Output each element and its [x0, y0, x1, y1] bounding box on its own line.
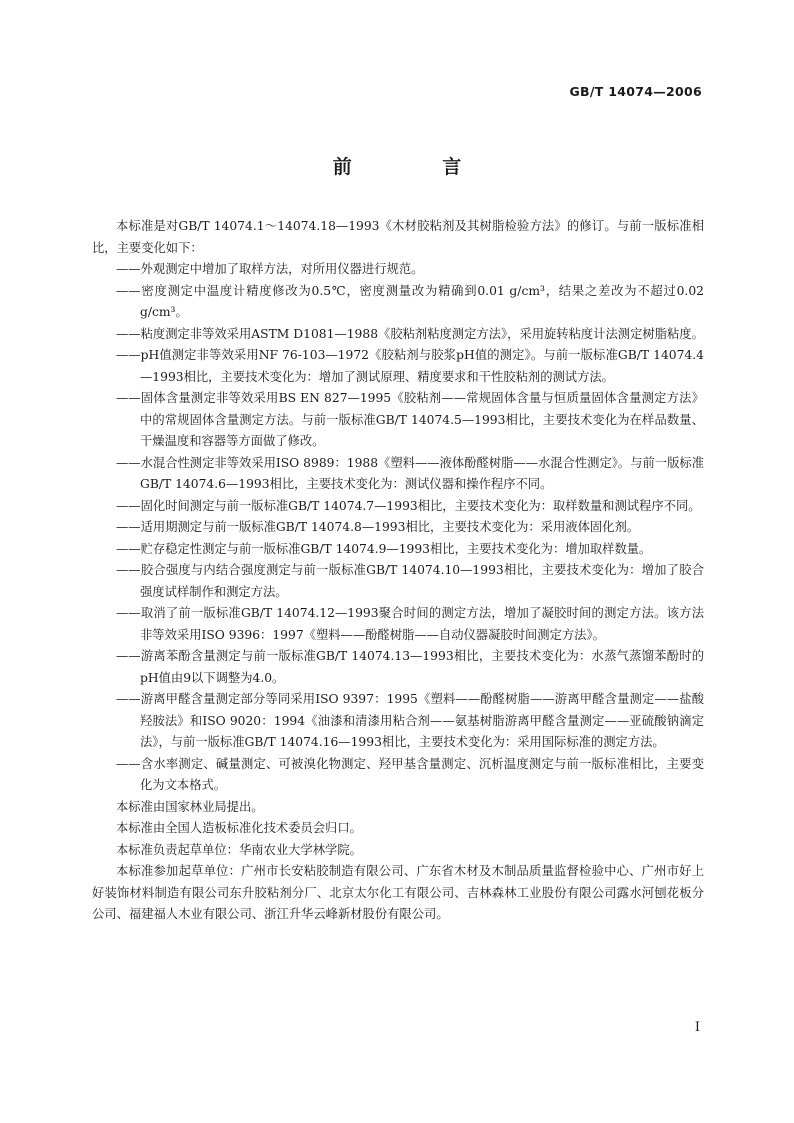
change-item-curing-time: ——固化时间测定与前一版标准GB/T 14074.7—1993相比，主要技术变化为：取样数量和测试程序不同。 — [116, 498, 701, 513]
change-item-density: ——密度测定中温度计精度修改为0.5℃，密度测量改为精确到0.01 g/cm³，结果之差改为不超过0.02 g/cm³。 — [116, 283, 704, 319]
change-item-ph: ——pH值测定非等效采用NF 76-103—1972《胶粘剂与胶浆pH值的测定》。与前一版标准GB/T 14074.4—1993相比，主要技术变化为：增加了测试原理、精度要求和干性胶粘剂的测试方法。 — [116, 348, 704, 384]
standard-code: GB/T 14074—2006 — [569, 84, 702, 99]
change-item-pot-life: ——适用期测定与前一版标准GB/T 14074.8—1993相比，主要技术变化为：采用液体固化剂。 — [116, 520, 640, 534]
document-body — [92, 216, 704, 926]
change-item-other-tests: ——含水率测定、碱量测定、可被溴化物测定、羟甲基含量测定、沉析温度测定与前一版标准相比，主要变化为文本格式。 — [116, 756, 704, 792]
page-title: 前 言 — [332, 156, 504, 178]
change-item-viscosity: ——粘度测定非等效采用ASTM D1081—1988《胶粘剂粘度测定方法》，采用旋转粘度计法测定树脂粘度。 — [116, 326, 704, 341]
change-item-water-miscibility: ——水混合性测定非等效采用ISO 8989：1988《塑料——液体酚醛树脂——水混合性测定》。与前一版标准GB/T 14074.6—1993相比，主要技术变化为：测试仪器和操作程序不同。 — [116, 455, 704, 491]
page-number: I — [694, 1020, 700, 1035]
change-item-bonding-strength: ——胶合强度与内结合强度测定与前一版标准GB/T 14074.10—1993相比，主要技术变化为：增加了胶合强度试样制作和测定方法。 — [116, 563, 704, 599]
change-item-solid-content: ——固体含量测定非等效采用BS EN 827—1995《胶粘剂——常规固体含量与恒质量固体含量测定方法》中的常规固体含量测定方法。与前一版标准GB/T 14074.5—1993相比，主要技术变化为在样品数量、干燥温度和容器等方面做了修改。 — [116, 391, 704, 448]
intro-paragraph: 本标准是对GB/T 14074.1～14074.18—1993《木材胶粘剂及其树脂检验方法》的修订。与前一版标准相比，主要变化如下： — [92, 219, 704, 255]
drafting-unit-paragraph: 本标准负责起草单位：华南农业大学林学院。 — [116, 842, 362, 857]
change-item-appearance: ——外观测定中增加了取样方法，对所用仪器进行规范。 — [116, 262, 424, 276]
change-item-storage-stability: ——贮存稳定性测定与前一版标准GB/T 14074.9—1993相比，主要技术变化为：增加取样数量。 — [116, 541, 652, 556]
change-item-gel-time: ——取消了前一版标准GB/T 14074.12—1993聚合时间的测定方法，增加了凝胶时间的测定方法。该方法非等效采用ISO 9396：1997《塑料——酚醛树脂——自动仪器凝胶时间测定方法》。 — [116, 606, 704, 642]
committee-paragraph: 本标准由全国人造板标准化技术委员会归口。 — [116, 821, 362, 835]
participating-units-paragraph: 本标准参加起草单位：广州市长安粘胶制造有限公司、广东省木材及木制品质量监督检验中心、广州市好上好装饰材料制造有限公司东升胶粘剂分厂、北京太尔化工有限公司、吉林森林工业股份有限公司露水河刨花板分公司、福建福人木业有限公司、浙江升华云峰新材股份有限公司。 — [92, 864, 704, 921]
proposer-paragraph: 本标准由国家林业局提出。 — [116, 799, 264, 814]
change-item-free-formaldehyde: ——游离甲醛含量测定部分等同采用ISO 9397：1995《塑料——酚醛树脂——游离甲醛含量测定——盐酸羟胺法》和ISO 9020：1994《油漆和清漆用粘合剂——氨基树脂游离甲醛含量测定——亚硫酸钠滴定法》，与前一版标准GB/T 14074.16—1993相比，主要技术变化为：采用国际标准的测定方法。 — [116, 692, 704, 749]
change-item-free-phenol: ——游离苯酚含量测定与前一版标准GB/T 14074.13—1993相比，主要技术变化为：水蒸气蒸馏苯酚时的pH值由9以下调整为4.0。 — [116, 649, 704, 685]
